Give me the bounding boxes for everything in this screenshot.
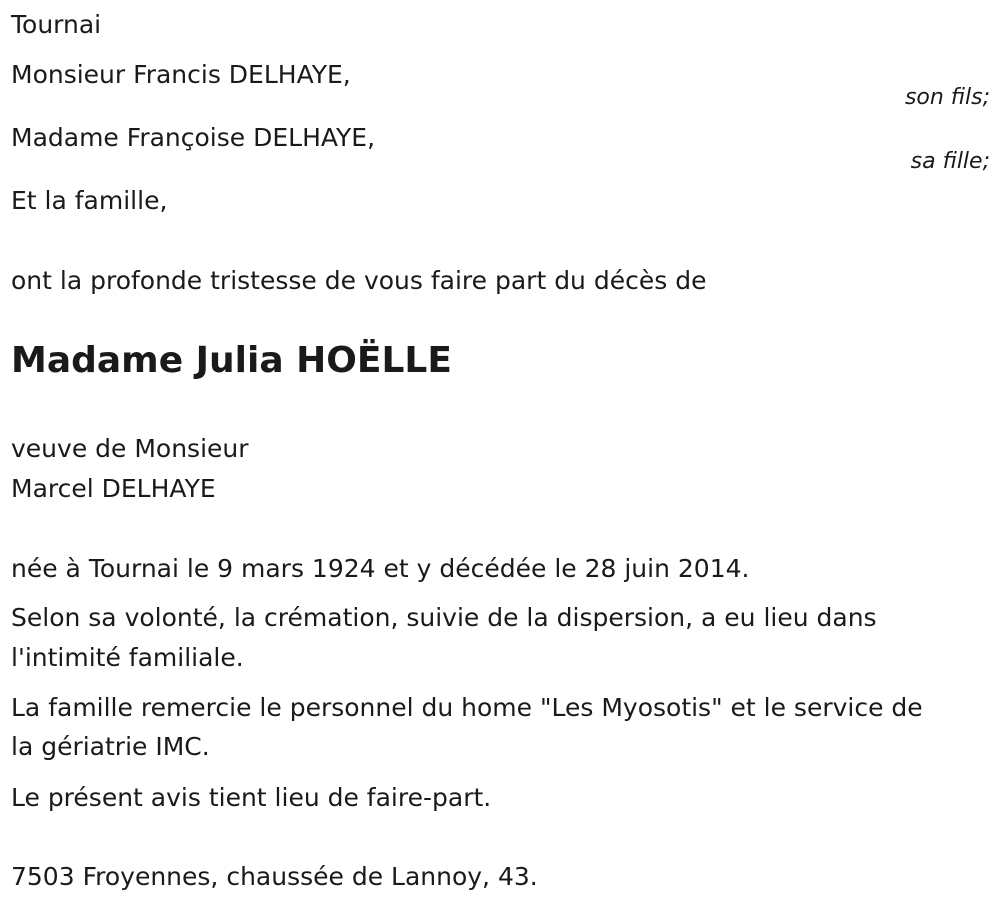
thanks-line-2: la gériatrie IMC. (11, 732, 210, 761)
birth-death-line: née à Tournai le 9 mars 1924 et y décédée le 28 juin 2014. (11, 554, 750, 583)
son-relation: son fils; (904, 85, 990, 110)
widow-line-1: veuve de Monsieur (11, 434, 249, 463)
cremation-line-1: Selon sa volonté, la crémation, suivie de la dispersion, a eu lieu dans (11, 603, 877, 632)
family-line: Et la famille, (11, 186, 168, 215)
deceased-name: Madame Julia HOËLLE (11, 340, 452, 381)
address-line: 7503 Froyennes, chaussée de Lannoy, 43. (11, 862, 538, 891)
announcement-text: ont la profonde tristesse de vous faire part du décès de (11, 266, 707, 295)
city-heading: Tournai (11, 10, 102, 39)
cremation-line-2: l'intimité familiale. (11, 643, 244, 672)
daughter-relation: sa fille; (910, 149, 990, 174)
daughter-name: Madame Françoise DELHAYE, (11, 123, 376, 152)
widow-line-2: Marcel DELHAYE (11, 474, 216, 503)
notice-line: Le présent avis tient lieu de faire-part. (11, 783, 492, 812)
thanks-line-1: La famille remercie le personnel du home "Les Myosotis" et le service de (11, 693, 923, 722)
son-name: Monsieur Francis DELHAYE, (11, 60, 351, 89)
